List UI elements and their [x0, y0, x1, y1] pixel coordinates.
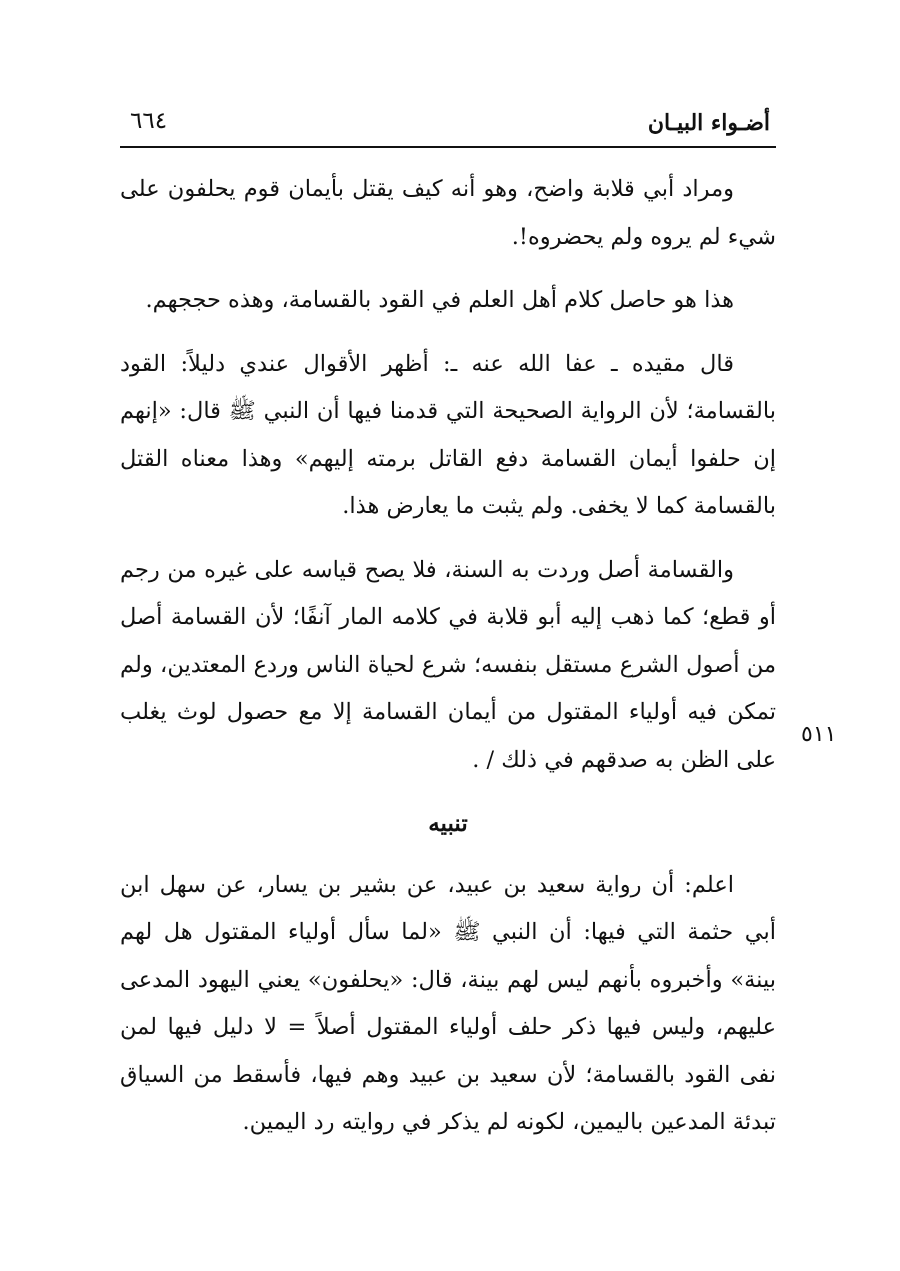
main-text: [120, 166, 776, 1163]
margin-page-reference: ٥١١: [801, 722, 837, 747]
paragraph-3: قال مقيده ـ عفا الله عنه ـ: أظهر الأقوال عندي دليلاً: القود بالقسامة؛ لأن الرواية الصحيحة التي قدمنا فيها أن النبي ﷺ قال: «إنهم إن حلفوا أيمان القسامة دفع القاتل برمته إليهم» وهذا معناه القتل بالقسامة كما لا يخفى. ولم يثبت ما يعارض هذا.: [120, 350, 776, 519]
paragraph-2: هذا هو حاصل كلام أهل العلم في القود بالقسامة، وهذه حججهم.: [145, 287, 734, 313]
section-heading: تنبيه: [428, 810, 468, 837]
paragraph-1: ومراد أبي قلابة واضح، وهو أنه كيف يقتل بأيمان قوم يحلفون على شيء لم يروه ولم يحضروه!.: [120, 176, 776, 250]
paragraph-tanbih: اعلم: أن رواية سعيد بن عبيد، عن بشير بن يسار، عن سهل ابن أبي حثمة التي فيها: أن النبي ﷺ «لما سأل أولياء المقتول هل لهم بينة» وأخبروه بأنهم ليس لهم بينة، قال: «يحلفون» يعني اليهود المدعى عليهم، وليس فيها ذكر حلف أولياء المقتول أصلاً = لا دليل فيها لمن نفى القود بالقسامة؛ لأن سعيد بن عبيد وهم فيها، فأسقط من السياق تبدئة المدعين باليمين، لكونه لم يذكر في روايته رد اليمين.: [120, 871, 776, 1135]
page-number: ٦٦٤: [130, 108, 168, 134]
page-header: [120, 108, 776, 148]
paragraph-4: والقسامة أصل وردت به السنة، فلا يصح قياسه على غيره من رجم أو قطع؛ كما ذهب إليه أبو قلابة في كلامه المار آنفًا؛ لأن القسامة أصل من أصول الشرع مستقل بنفسه؛ شرع لحياة الناس وردع المعتدين، ولم تمكن فيه أولياء المقتول من أيمان القسامة إلا مع حصول لوث يغلب على الظن به صدقهم في ذلك / .: [120, 556, 776, 773]
running-title: أضـواء البيـان: [647, 110, 770, 136]
